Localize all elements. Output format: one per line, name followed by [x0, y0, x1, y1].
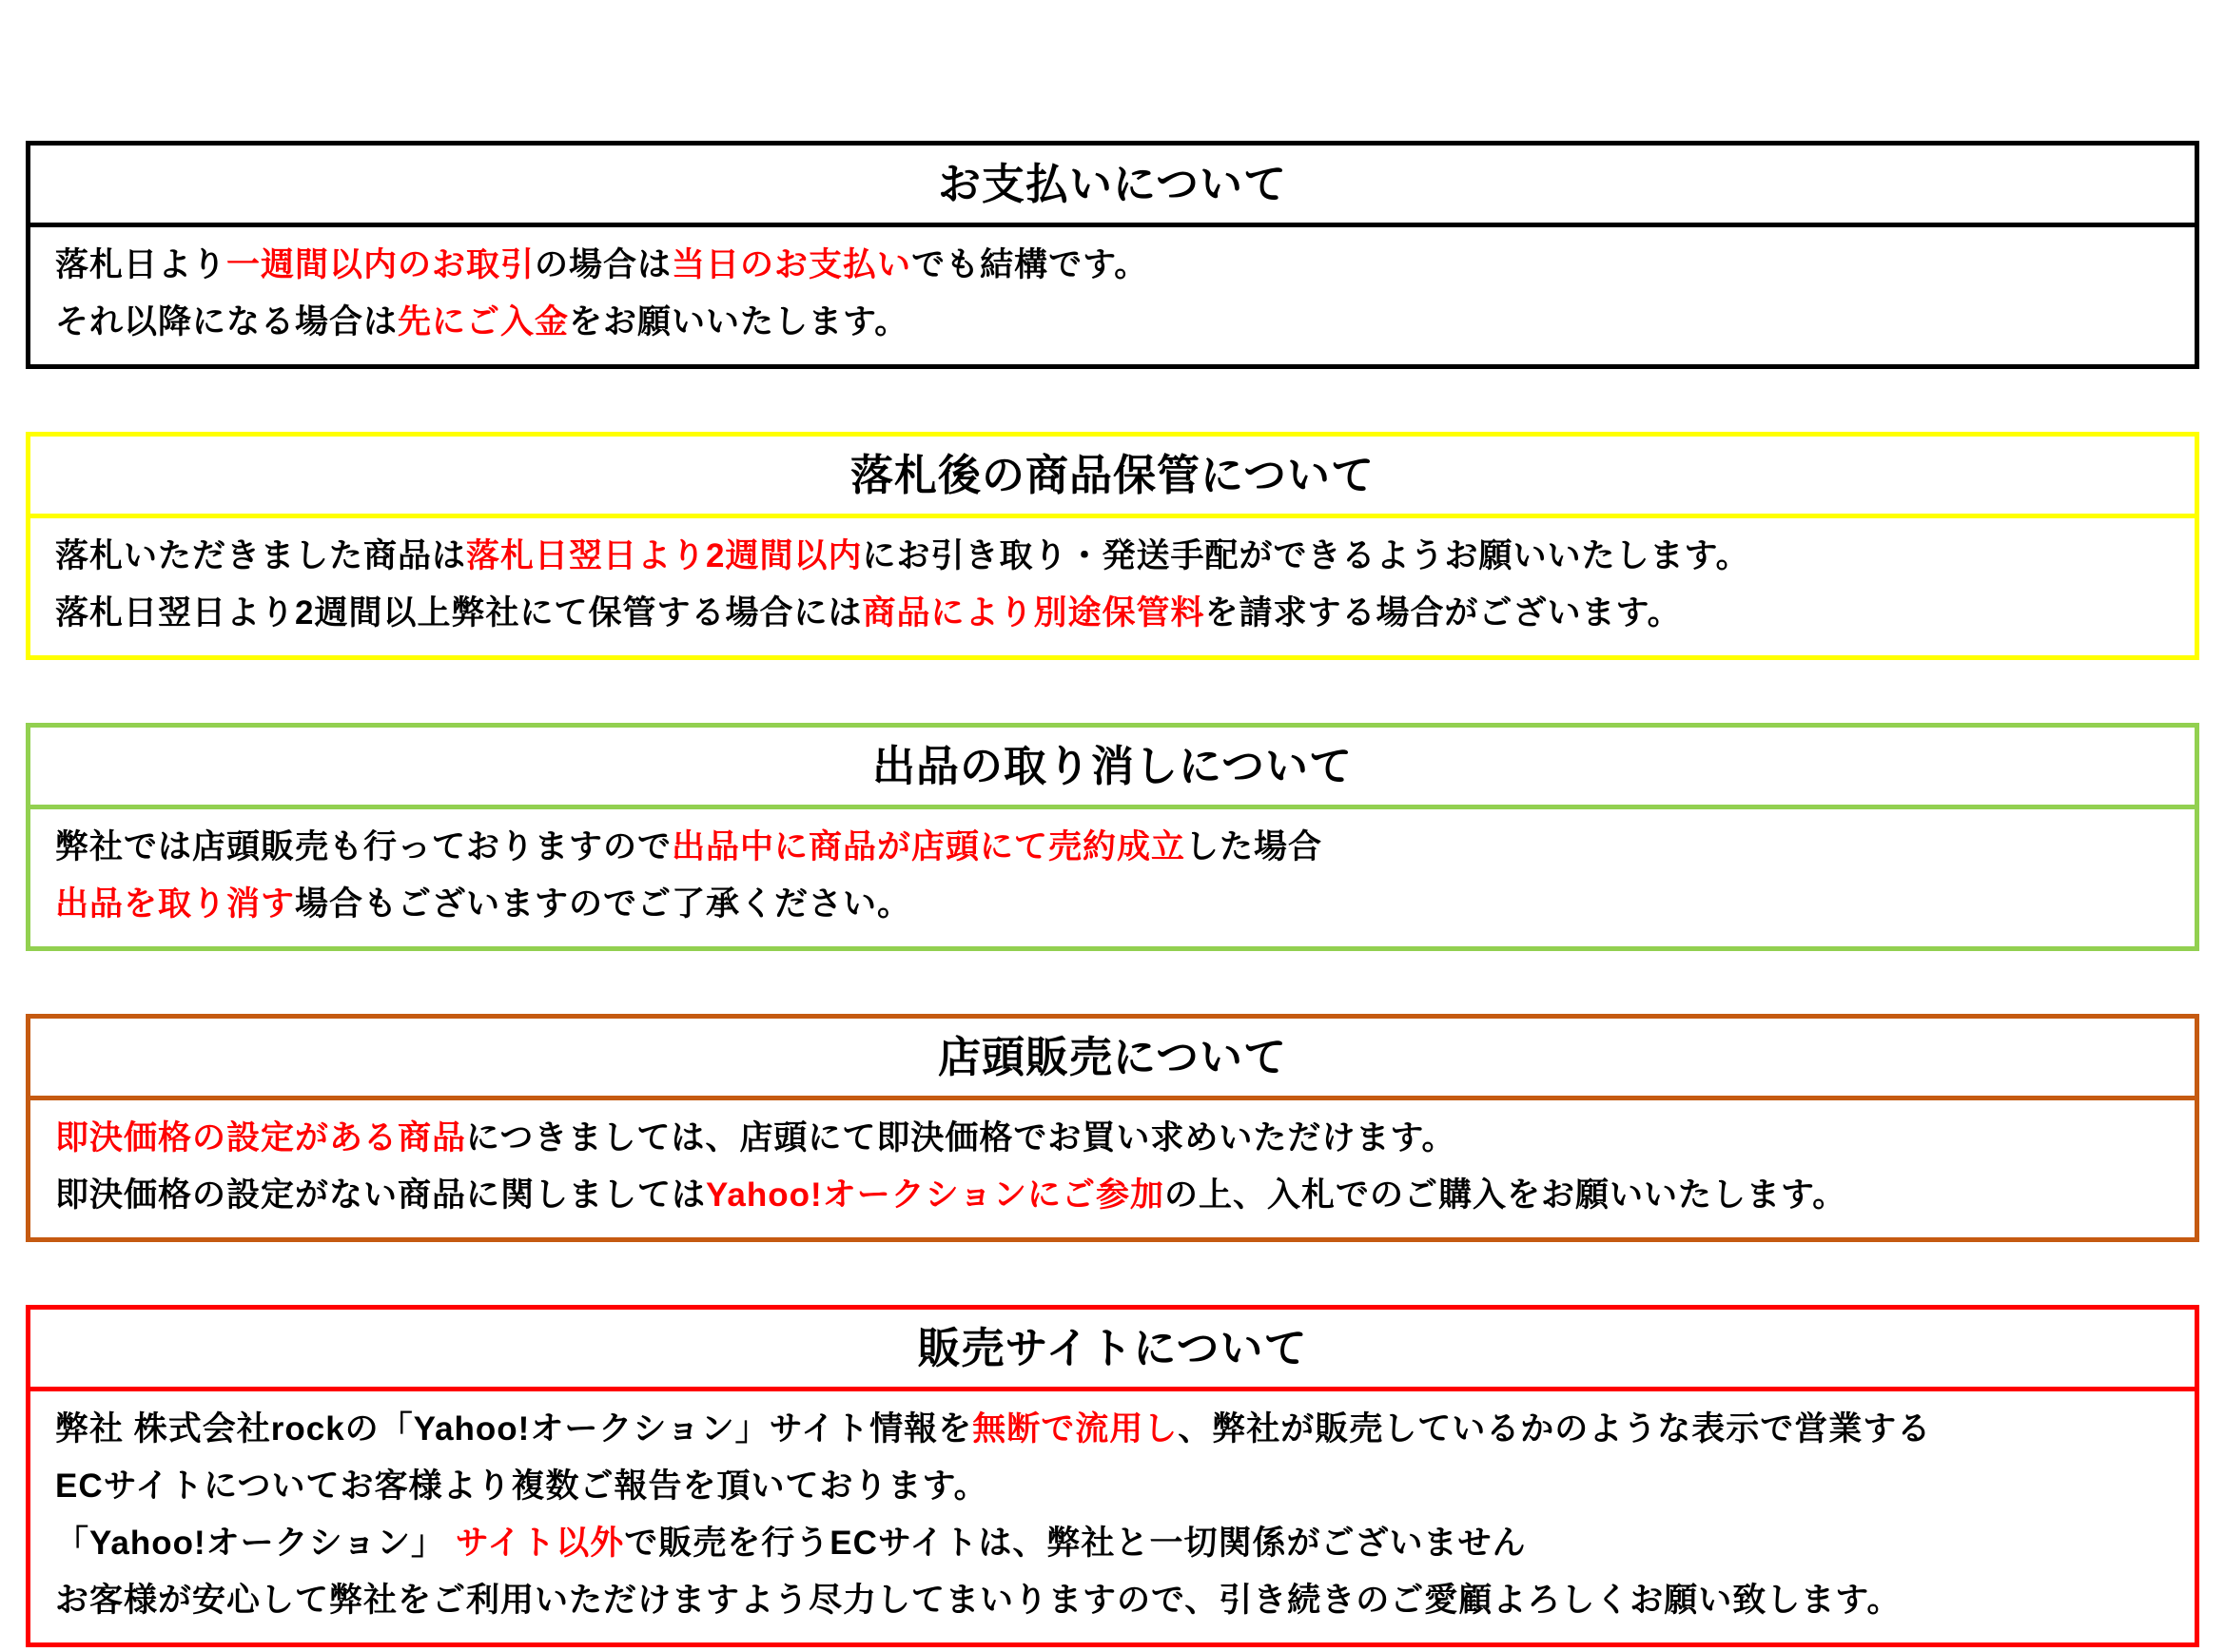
section-cancellation: [26, 723, 2199, 951]
section-title: お支払いについて: [30, 146, 2195, 227]
body-text: で販売を行うECサイトは、弊社と一切関係がございません: [624, 1525, 1527, 1562]
body-line: [55, 528, 2172, 585]
body-text: 「Yahoo!オークション」: [55, 1525, 456, 1562]
body-line: [55, 237, 2172, 294]
body-text: した場合: [1185, 828, 1323, 865]
section-list: [26, 141, 2199, 1647]
body-line: [55, 1515, 2172, 1572]
section-body: [30, 1391, 2195, 1642]
section-body: [30, 809, 2195, 946]
section-store-sales: [26, 1014, 2199, 1242]
highlighted-text: 当日のお支払い: [672, 246, 912, 283]
body-line: [55, 1572, 2172, 1629]
section-title: 販売サイトについて: [30, 1310, 2195, 1391]
highlighted-text: 出品を取り消す: [55, 885, 296, 923]
body-text: ECサイトについてお客様より複数ご報告を頂いております。: [55, 1467, 988, 1505]
body-text: にお引き取り・発送手配ができるようお願いいたします。: [862, 537, 1750, 574]
body-text: をお願いいたします。: [569, 303, 909, 340]
body-text: の上、入札でのご購入をお願いいたします。: [1164, 1176, 1847, 1214]
body-line: [55, 294, 2172, 351]
highlighted-text: 出品中に商品が店頭にて売約成立: [672, 828, 1186, 865]
body-text: 落札日より: [55, 246, 227, 283]
body-line: [55, 1110, 2172, 1167]
highlighted-text: 無断で流用し: [972, 1410, 1179, 1448]
body-text: お客様が安心して弊社をご利用いただけますよう尽力してまいりますので、引き続きのご愛顧よろしくお願い致します。: [55, 1582, 1902, 1619]
body-line: [55, 1458, 2172, 1515]
section-title: 落札後の商品保管について: [30, 437, 2195, 518]
body-line: [55, 1167, 2172, 1224]
section-payment: [26, 141, 2199, 369]
highlighted-text: 落札日翌日より2週間以内: [466, 537, 863, 574]
highlighted-text: 先にご入金: [398, 303, 570, 340]
body-text: 落札いただきました商品は: [55, 537, 467, 574]
body-line: [55, 1401, 2172, 1458]
body-text: の場合は: [535, 246, 673, 283]
section-title: 店頭販売について: [30, 1019, 2195, 1100]
body-text: でも結構です。: [911, 246, 1149, 283]
section-title: 出品の取り消しについて: [30, 728, 2195, 809]
highlighted-text: 即決価格の設定がある商品: [55, 1119, 467, 1156]
body-text: 落札日翌日より2週間以上弊社にて保管する場合には: [55, 594, 863, 632]
highlighted-text: 一週間以内のお取引: [226, 246, 536, 283]
body-line: [55, 876, 2172, 933]
body-text: 弊社では店頭販売も行っておりますので: [55, 828, 673, 865]
section-body: [30, 227, 2195, 364]
section-body: [30, 518, 2195, 655]
body-text: につきましては、店頭にて即決価格でお買い求めいただけます。: [466, 1119, 1456, 1156]
section-storage: [26, 432, 2199, 660]
highlighted-text: 商品により別途保管料: [862, 594, 1205, 632]
section-sales-site: [26, 1305, 2199, 1647]
body-text: それ以降になる場合は: [55, 303, 399, 340]
highlighted-text: サイト以外: [455, 1525, 625, 1562]
body-line: [55, 819, 2172, 876]
section-body: [30, 1100, 2195, 1237]
body-text: を請求する場合がございます。: [1204, 594, 1682, 632]
body-text: 即決価格の設定がない商品に関しましては: [55, 1176, 707, 1214]
body-text: 、弊社が販売しているかのような表示で営業する: [1178, 1410, 1932, 1448]
body-line: [55, 585, 2172, 642]
body-text: 場合もございますのでご了承ください。: [295, 885, 912, 923]
body-text: 弊社 株式会社rockの「Yahoo!オークション」サイト情報を: [55, 1410, 973, 1448]
highlighted-text: Yahoo!オークションにご参加: [706, 1176, 1164, 1214]
